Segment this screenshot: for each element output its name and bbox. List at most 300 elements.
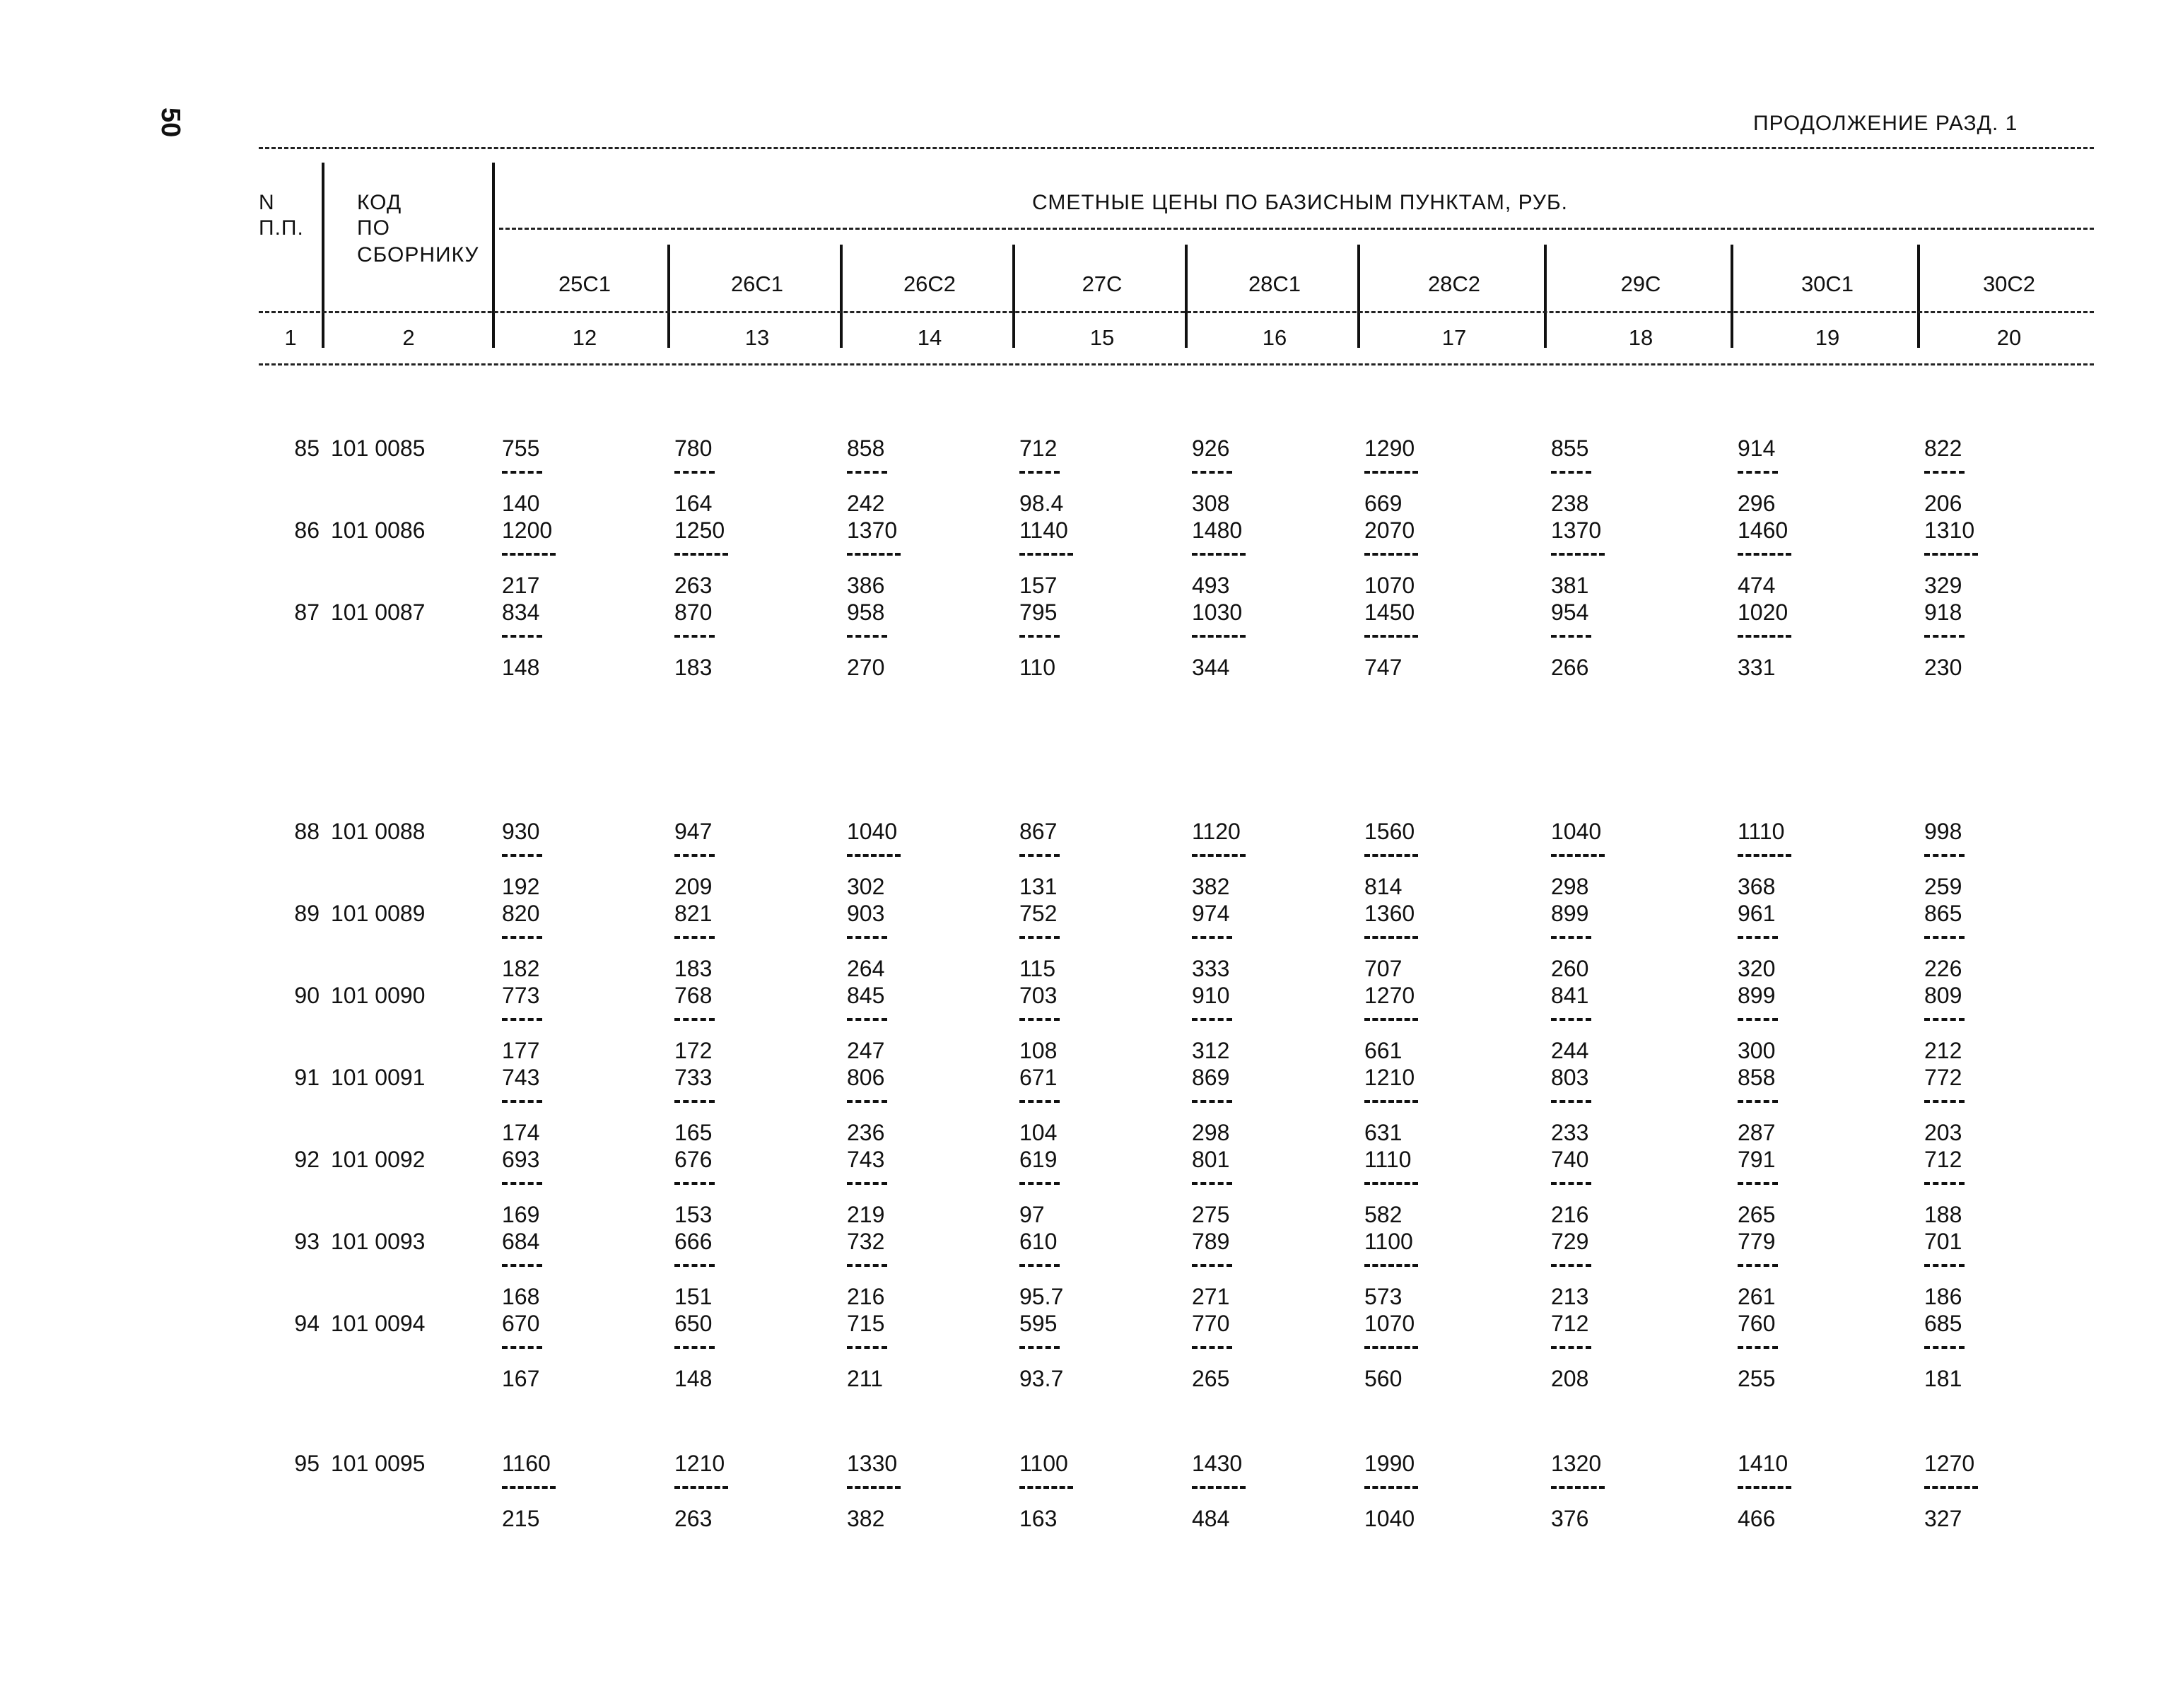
fraction-line [1364, 1264, 1418, 1267]
price-wage: 148 [674, 1366, 713, 1391]
fraction-line [502, 553, 556, 556]
fraction-line [1192, 1100, 1232, 1103]
fraction-line [1924, 635, 1965, 638]
price-total: 789 [1192, 1229, 1230, 1254]
price-total: 772 [1924, 1065, 1962, 1090]
row-code: 101 0094 [331, 1311, 426, 1336]
price-total: 820 [502, 901, 540, 926]
colnum-19: 19 [1815, 325, 1840, 350]
price-total: 869 [1192, 1065, 1230, 1090]
price-wage: 174 [502, 1120, 540, 1145]
fraction-line [1924, 1100, 1965, 1103]
price-total: 1290 [1364, 435, 1415, 461]
price-wage: 265 [1738, 1202, 1776, 1227]
fraction-line [1019, 635, 1060, 638]
price-total: 803 [1551, 1065, 1589, 1090]
colnum-15: 15 [1089, 325, 1115, 350]
price-total: 1030 [1192, 599, 1243, 625]
price-total: 1460 [1738, 517, 1789, 543]
row-code: 101 0085 [331, 435, 426, 461]
fraction-line [1019, 1486, 1073, 1489]
fraction-line [674, 1346, 715, 1349]
price-total: 779 [1738, 1229, 1776, 1254]
price-total: 712 [1019, 435, 1058, 461]
price-total: 998 [1924, 819, 1962, 844]
fraction-line [674, 553, 728, 556]
page-number: 50 [156, 107, 185, 138]
code-label-2: ПО [357, 216, 390, 240]
fraction-line [1738, 1264, 1778, 1267]
price-total: 619 [1019, 1147, 1058, 1172]
price-wage: 167 [502, 1366, 540, 1391]
price-total: 918 [1924, 599, 1962, 625]
fraction-line [1192, 936, 1232, 939]
price-wage: 707 [1364, 956, 1403, 981]
price-total: 899 [1738, 983, 1776, 1008]
price-wage: 302 [847, 874, 885, 899]
price-total: 780 [674, 435, 713, 461]
price-wage: 208 [1551, 1366, 1589, 1391]
price-wage: 93.7 [1019, 1366, 1064, 1391]
price-wage: 255 [1738, 1366, 1776, 1391]
row-number: 93 [294, 1229, 320, 1254]
fraction-line [1364, 471, 1418, 474]
fraction-line [1192, 854, 1246, 857]
fraction-line [847, 1264, 887, 1267]
price-wage: 242 [847, 491, 885, 516]
price-wage: 192 [502, 874, 540, 899]
price-total: 1450 [1364, 599, 1415, 625]
price-wage: 259 [1924, 874, 1962, 899]
price-wage: 188 [1924, 1202, 1962, 1227]
price-wage: 172 [674, 1038, 713, 1063]
price-total: 1110 [1738, 819, 1785, 844]
price-wage: 183 [674, 655, 713, 680]
price-wage: 631 [1364, 1120, 1403, 1145]
price-total: 650 [674, 1311, 713, 1336]
col-30c2: 30С2 [1982, 271, 2036, 296]
header-divider-num [322, 163, 324, 348]
price-total: 1370 [847, 517, 898, 543]
fraction-line [1738, 1100, 1778, 1103]
continuation-title: ПРОДОЛЖЕНИЕ РАЗД. 1 [1753, 112, 2018, 135]
price-total: 743 [502, 1065, 540, 1090]
row-number: 88 [294, 819, 320, 844]
price-wage: 233 [1551, 1120, 1589, 1145]
price-wage: 181 [1924, 1366, 1962, 1391]
fraction-line [1364, 854, 1418, 857]
price-wage: 265 [1192, 1366, 1230, 1391]
price-wage: 177 [502, 1038, 540, 1063]
row-number: 89 [294, 901, 320, 926]
fraction-line [674, 1486, 728, 1489]
price-wage: 211 [847, 1366, 884, 1391]
price-total: 752 [1019, 901, 1058, 926]
price-total: 795 [1019, 599, 1058, 625]
fraction-line [1551, 1018, 1591, 1021]
price-wage: 131 [1019, 874, 1058, 899]
fraction-line [502, 1100, 542, 1103]
price-wage: 115 [1019, 956, 1056, 981]
price-total: 715 [847, 1311, 885, 1336]
fraction-line [1019, 471, 1060, 474]
price-wage: 140 [502, 491, 540, 516]
price-wage: 238 [1551, 491, 1589, 516]
price-total: 693 [502, 1147, 540, 1172]
price-total: 870 [674, 599, 713, 625]
price-wage: 1070 [1364, 573, 1415, 598]
price-wage: 261 [1738, 1284, 1776, 1309]
fraction-line [1364, 1018, 1418, 1021]
colnum-20: 20 [1996, 325, 2022, 350]
fraction-line [674, 471, 715, 474]
price-wage: 110 [1019, 655, 1056, 680]
price-wage: 153 [674, 1202, 713, 1227]
num-label-2: П.П. [259, 216, 304, 240]
fraction-line [502, 854, 542, 857]
fraction-line [502, 936, 542, 939]
price-total: 855 [1551, 435, 1589, 461]
fraction-line [1364, 936, 1418, 939]
price-total: 914 [1738, 435, 1776, 461]
price-wage: 148 [502, 655, 540, 680]
price-total: 930 [502, 819, 540, 844]
row-code: 101 0087 [331, 599, 426, 625]
price-total: 1160 [502, 1451, 551, 1476]
price-wage: 376 [1551, 1506, 1589, 1531]
price-total: 821 [674, 901, 713, 926]
price-wage: 560 [1364, 1366, 1403, 1391]
price-total: 1990 [1364, 1451, 1415, 1476]
col-30c1: 30С1 [1801, 271, 1854, 296]
fraction-line [847, 854, 901, 857]
price-wage: 264 [847, 956, 885, 981]
fraction-line [1364, 553, 1418, 556]
price-wage: 203 [1924, 1120, 1962, 1145]
colnum-12: 12 [572, 325, 597, 350]
fraction-line [1192, 1018, 1232, 1021]
fraction-line [1738, 471, 1778, 474]
fraction-line [1192, 471, 1232, 474]
price-total: 1430 [1192, 1451, 1243, 1476]
price-total: 1210 [674, 1451, 725, 1476]
price-total: 760 [1738, 1311, 1776, 1336]
price-wage: 212 [1924, 1038, 1962, 1063]
fraction-line [847, 635, 887, 638]
col-25c1: 25С1 [558, 271, 611, 296]
fraction-line [1924, 1018, 1965, 1021]
price-wage: 320 [1738, 956, 1776, 981]
fraction-line [1551, 553, 1605, 556]
price-total: 743 [847, 1147, 885, 1172]
price-wage: 216 [847, 1284, 885, 1309]
fraction-line [1551, 936, 1591, 939]
price-wage: 168 [502, 1284, 540, 1309]
fraction-line [1019, 553, 1073, 556]
fraction-line [674, 936, 715, 939]
price-wage: 661 [1364, 1038, 1403, 1063]
price-total: 1100 [1364, 1229, 1413, 1254]
price-wage: 244 [1551, 1038, 1589, 1063]
price-total: 701 [1924, 1229, 1962, 1254]
price-wage: 270 [847, 655, 885, 680]
fraction-line [1738, 854, 1791, 857]
price-wage: 312 [1192, 1038, 1230, 1063]
col-28c2: 28С2 [1427, 271, 1481, 296]
fraction-line [674, 1100, 715, 1103]
fraction-line [1924, 1346, 1965, 1349]
colnum-18: 18 [1628, 325, 1653, 350]
price-total: 1140 [1019, 517, 1068, 543]
col-27c: 27С [1082, 271, 1123, 296]
fraction-line [1738, 1018, 1778, 1021]
fraction-line [674, 1018, 715, 1021]
fraction-line [1019, 854, 1060, 857]
col-divider [840, 245, 843, 348]
fraction-line [1738, 1486, 1791, 1489]
fraction-line [674, 635, 715, 638]
col-29c: 29С [1620, 271, 1661, 296]
price-total: 1070 [1364, 1311, 1415, 1336]
fraction-line [1924, 1486, 1978, 1489]
price-wage: 165 [674, 1120, 713, 1145]
price-wage: 287 [1738, 1120, 1776, 1145]
price-total: 712 [1551, 1311, 1589, 1336]
row-number: 86 [294, 517, 320, 543]
fraction-line [1551, 1264, 1591, 1267]
code-label-3: СБОРНИКУ [357, 243, 479, 267]
fraction-line [502, 1486, 556, 1489]
fraction-line [1192, 1182, 1232, 1185]
fraction-line [502, 1264, 542, 1267]
price-wage: 263 [674, 573, 713, 598]
row-code: 101 0088 [331, 819, 426, 844]
price-total: 809 [1924, 983, 1962, 1008]
price-total: 2070 [1364, 517, 1415, 543]
row-code: 101 0092 [331, 1147, 426, 1172]
price-wage: 97 [1019, 1202, 1045, 1227]
price-total: 1370 [1551, 517, 1602, 543]
price-wage: 217 [502, 573, 540, 598]
price-wage: 263 [674, 1506, 713, 1531]
price-wage: 382 [847, 1506, 885, 1531]
fraction-line [1551, 635, 1591, 638]
fraction-line [1364, 1182, 1418, 1185]
price-wage: 275 [1192, 1202, 1230, 1227]
row-number: 94 [294, 1311, 320, 1336]
fraction-line [1738, 1346, 1778, 1349]
price-wage: 108 [1019, 1038, 1058, 1063]
price-total: 858 [1738, 1065, 1776, 1090]
price-wage: 382 [1192, 874, 1230, 899]
price-total: 670 [502, 1311, 540, 1336]
price-wage: 215 [502, 1506, 540, 1531]
fraction-line [674, 854, 715, 857]
price-wage: 298 [1192, 1120, 1230, 1145]
price-wage: 98.4 [1019, 491, 1064, 516]
header-bottom-rule [259, 363, 2094, 365]
fraction-line [1738, 635, 1791, 638]
price-wage: 186 [1924, 1284, 1962, 1309]
header-colnum-rule [259, 311, 2094, 313]
price-total: 899 [1551, 901, 1589, 926]
price-total: 822 [1924, 435, 1962, 461]
price-total: 595 [1019, 1311, 1058, 1336]
price-wage: 104 [1019, 1120, 1058, 1145]
price-wage: 271 [1192, 1284, 1230, 1309]
row-number: 95 [294, 1451, 320, 1476]
price-total: 666 [674, 1229, 713, 1254]
price-wage: 230 [1924, 655, 1962, 680]
row-code: 101 0093 [331, 1229, 426, 1254]
price-total: 1310 [1924, 517, 1975, 543]
fraction-line [502, 471, 542, 474]
fraction-line [502, 1182, 542, 1185]
col-28c1: 28С1 [1248, 271, 1301, 296]
fraction-line [847, 936, 887, 939]
price-wage: 182 [502, 956, 540, 981]
row-number: 91 [294, 1065, 320, 1090]
fraction-line [1924, 1264, 1965, 1267]
row-code: 101 0090 [331, 983, 426, 1008]
price-total: 801 [1192, 1147, 1230, 1172]
col-divider [667, 245, 670, 348]
colnum-2: 2 [402, 325, 415, 350]
price-wage: 669 [1364, 491, 1403, 516]
row-number: 92 [294, 1147, 320, 1172]
code-label-1: КОД [357, 191, 402, 214]
price-total: 1560 [1364, 819, 1415, 844]
fraction-line [1364, 1486, 1418, 1489]
fraction-line [847, 1346, 887, 1349]
price-wage: 582 [1364, 1202, 1403, 1227]
price-wage: 386 [847, 573, 885, 598]
fraction-line [1019, 1182, 1060, 1185]
price-wage: 266 [1551, 655, 1589, 680]
price-wage: 260 [1551, 956, 1589, 981]
num-label-1: N [259, 191, 275, 214]
fraction-line [847, 1486, 901, 1489]
price-total: 676 [674, 1147, 713, 1172]
price-wage: 484 [1192, 1506, 1230, 1531]
price-total: 1120 [1192, 819, 1241, 844]
price-wage: 219 [847, 1202, 885, 1227]
price-wage: 300 [1738, 1038, 1776, 1063]
fraction-line [1019, 936, 1060, 939]
price-wage: 296 [1738, 491, 1776, 516]
row-number: 90 [294, 983, 320, 1008]
price-wage: 183 [674, 956, 713, 981]
price-wage: 226 [1924, 956, 1962, 981]
price-total: 703 [1019, 983, 1058, 1008]
price-total: 958 [847, 599, 885, 625]
price-total: 712 [1924, 1147, 1962, 1172]
price-wage: 247 [847, 1038, 885, 1063]
fraction-line [1738, 1182, 1778, 1185]
colnum-17: 17 [1441, 325, 1467, 350]
col-divider [1544, 245, 1547, 348]
price-total: 1360 [1364, 901, 1415, 926]
price-total: 806 [847, 1065, 885, 1090]
colnum-13: 13 [744, 325, 770, 350]
col-divider [1012, 245, 1015, 348]
colnum-1: 1 [284, 325, 297, 350]
price-total: 865 [1924, 901, 1962, 926]
price-total: 903 [847, 901, 885, 926]
fraction-line [502, 1018, 542, 1021]
fraction-line [1019, 1264, 1060, 1267]
price-wage: 327 [1924, 1506, 1962, 1531]
fraction-line [1924, 553, 1978, 556]
fraction-line [1364, 635, 1418, 638]
price-total: 1200 [502, 517, 553, 543]
header-top-rule [259, 147, 2094, 149]
fraction-line [1924, 1182, 1965, 1185]
col-divider [1917, 245, 1920, 348]
fraction-line [1551, 1346, 1591, 1349]
price-total: 845 [847, 983, 885, 1008]
fraction-line [847, 1018, 887, 1021]
price-total: 770 [1192, 1311, 1230, 1336]
row-number: 87 [294, 599, 320, 625]
price-total: 791 [1738, 1147, 1776, 1172]
price-total: 910 [1192, 983, 1230, 1008]
price-total: 954 [1551, 599, 1589, 625]
fraction-line [1192, 1486, 1246, 1489]
fraction-line [1924, 854, 1965, 857]
header-group-rule [499, 228, 2094, 230]
fraction-line [1019, 1100, 1060, 1103]
price-total: 1250 [674, 517, 725, 543]
col-26c2: 26С2 [903, 271, 956, 296]
fraction-line [1924, 471, 1965, 474]
price-wage: 814 [1364, 874, 1403, 899]
fraction-line [1738, 936, 1778, 939]
price-wage: 308 [1192, 491, 1230, 516]
price-total: 1040 [847, 819, 898, 844]
fraction-line [847, 1182, 887, 1185]
price-total: 1040 [1551, 819, 1602, 844]
price-total: 834 [502, 599, 540, 625]
price-wage: 1040 [1364, 1506, 1415, 1531]
price-wage: 206 [1924, 491, 1962, 516]
price-total: 755 [502, 435, 540, 461]
fraction-line [1551, 1486, 1605, 1489]
fraction-line [1551, 854, 1605, 857]
header-divider-code [492, 163, 495, 348]
price-total: 729 [1551, 1229, 1589, 1254]
col-26c1: 26С1 [730, 271, 784, 296]
fraction-line [1192, 553, 1246, 556]
col-divider [1185, 245, 1188, 348]
price-total: 841 [1551, 983, 1589, 1008]
price-wage: 466 [1738, 1506, 1776, 1531]
fraction-line [1192, 1264, 1232, 1267]
price-total: 685 [1924, 1311, 1962, 1336]
price-wage: 163 [1019, 1506, 1058, 1531]
price-total: 1320 [1551, 1451, 1602, 1476]
price-total: 733 [674, 1065, 713, 1090]
fraction-line [502, 1346, 542, 1349]
row-code: 101 0095 [331, 1451, 426, 1476]
price-wage: 747 [1364, 655, 1403, 680]
price-wage: 236 [847, 1120, 885, 1145]
fraction-line [1551, 1100, 1591, 1103]
fraction-line [674, 1182, 715, 1185]
row-code: 101 0089 [331, 901, 426, 926]
price-total: 947 [674, 819, 713, 844]
fraction-line [1019, 1018, 1060, 1021]
